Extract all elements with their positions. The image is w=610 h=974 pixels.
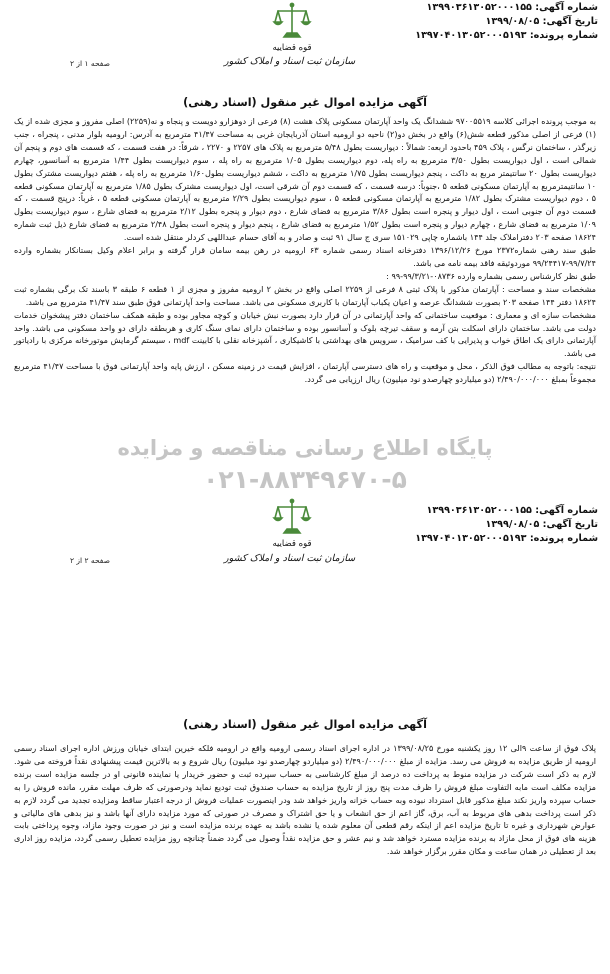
- ad-body: [14, 742, 596, 858]
- judiciary-emblem: [262, 498, 322, 549]
- header-info: [415, 1, 598, 43]
- ad-title: آگهی مزایده اموال غیر منقول (اسناد رهنی): [183, 96, 427, 109]
- ad-date: تاریخ آگهی: ۱۳۹۹/۰۸/۰۵: [485, 519, 598, 530]
- emblem-caption: قوه قضاییه: [272, 539, 312, 549]
- ad-body: [14, 115, 596, 386]
- appraiser-ref: طبق نظر کارشناس رسمی بشماره وارده ۰۸۷۳۶-۹۹/۳/۲۱-۹۹ :: [386, 270, 596, 281]
- ad-page-2: [0, 480, 610, 974]
- case-number: شماره پرونده: ۱۳۹۷۰۴۰۱۳۰۵۲۰۰۰۵۱۹۳: [415, 533, 598, 544]
- scales-of-justice-icon: [272, 2, 312, 42]
- page-number: صفحه ۱ از ۲: [70, 59, 110, 68]
- ad-page-1: [0, 0, 610, 478]
- case-number: شماره پرونده: ۱۳۹۷۰۴۰۱۳۰۵۲۰۰۰۵۱۹۳: [415, 30, 598, 41]
- property-description: به موجب پرونده اجرائی کلاسه ۹۷۰۰۵۵۱۹ ششدانگ یک واحد آپارتمان مسکونی پلاک هشت (۸) فرعی از دوهزارو دویست و پنجاه و نه(۲۲۵۹) اصلی مفروز و مجزی شده از یک (۱) فرعی از اصلی مذکور قطعه شش(۶) واقع در بخش دو(۲) ناحیه دو ارومیه استان آذربایجان غربی به مساحت ۴۱/۴۷ مترمربع به آدرس: ارومیه بلوار مدنی ، پنجراه ، جنب زیرگذر ، ساختمان نرگس ، پلاک ۴۵۹ باحدود اربعه: شمالاً : دیواریست بطول ۵/۴۸ مترمربع به پلاک های ۲۲۵۷ و ۲۲۷۰ ، شرقاً: در هفت قسمت ، که قسمت های دوم و پنجم آن شمالی است ، اول دیواریست بطول ۳/۵۰ مترمربع به راه پله، دوم دیواریست بطول ۱/۰۵ مترمربع به راه پله ، سوم دیواریست بطول ۱/۴۴ مترمربع به آسانسور، چهارم دیواریست بطول ۲۰ سانتیمتر مربع به داکت ، پنجم دیواریست بطول ۱/۷۵ مترمربع به داکت ، ششم دیواریست بطول۱/۶۰ مترمربع به راه پله ، هفتم دیواریست مشترک بطول ۱۰ سانتیمترمربع به آپارتمان مسکونی قطعه ۵ ،جنوباً: درسه قسمت ، که قسمت دوم آن شرقی است، اول دیواریست مشترک بطول ۱/۸۵ مترمربع به آپارتمان مسکونی قطعه ۵ ، دوم دیواریست مشترک بطول ۱/۸۲ مترمربع به آپارتمان مسکونی قطعه ۵ ، سوم دیواریست بطول ۲/۲۹ مترمربع به آپارتمان مسکونی قطعه ۵ ، غرباً: درپنج قسمت ، که قسمت دوم آن جنوبی است ، اول دیوار و پنجره است بطول ۳/۸۶ مترمربع به فضای شارع ، دوم دیوار و پنجره بطول ۲/۱۲ مترمربع به فضای شارع ، سوم دیواریست بطول ۱/۰۹ مترمربع به فضای شارع ، چهارم دیوار و پنجره است بطول ۱/۵۲ مترمربع به فضای شارع ، پنجم دیوار و پنجره است بطول ۲/۴۸ مترمربع به فضای شارع ذیل ثبت شماره ۱۸۶۲۴ صفحه ۲۰۳ دفتراملاک جلد ۱۴۴ باشماره چاپی ۱۵۱۰۲۹ سری ج سال ۹۱ ثبت و صادر و به آقای حسام عبداللهی کردلر منتقل شده است.: [14, 116, 597, 243]
- ad-date: تاریخ آگهی: ۱۳۹۹/۰۸/۰۵: [485, 16, 598, 27]
- org-name: سازمان ثبت اسناد و املاک کشور: [224, 56, 356, 67]
- page-number: صفحه ۲ از ۲: [70, 556, 110, 565]
- ad-number: شماره آگهی: ۱۳۹۹۰۳۶۱۳۰۵۲۰۰۰۱۵۵: [426, 2, 598, 13]
- ad-number: شماره آگهی: ۱۳۹۹۰۳۶۱۳۰۵۲۰۰۰۱۵۵: [426, 505, 598, 516]
- watermark-phone: ۰۲۱-۸۸۳۴۹۶۷۰-۵: [203, 465, 407, 494]
- ad-title: آگهی مزایده اموال غیر منقول (اسناد رهنی): [183, 718, 427, 731]
- scales-of-justice-icon: [272, 498, 312, 538]
- org-name: سازمان ثبت اسناد و املاک کشور: [224, 553, 356, 564]
- appraisal-result: نتیجه: باتوجه به مطالب فوق الذکر ، محل و موقعیت و راه های دسترسی آپارتمان ، افزایش قیمت در زمینه مسکن ، ارزش پایه واحد آپارتمانی فوق با مساحت ۴۱/۴۷ مترمربع مجموعاً بمبلغ ۲/۴۹۰/۰۰۰/۰۰۰ (دو میلیاردو چهارصدو نود میلیون) ریال ارزیابی می گردد.: [14, 361, 597, 385]
- watermark-text: پایگاه اطلاع رسانی مناقصه و مزایده: [117, 436, 493, 460]
- mortgage-info: طبق سند رهنی شماره۲۳۷۲ مورخ ۱۳۹۶/۱۲/۲۶ دفترخانه اسناد رسمی شماره ۶۳ ارومیه در رهن بیمه سامان قرار گرفته و برابر اعلام وکیل بستانکار بشماره وارده ۹۹/۷/۲۴-۹۹/۲۴۴۱۷ موردوثیقه فاقد بیمه نامه می باشد.: [14, 245, 596, 268]
- emblem-caption: قوه قضاییه: [272, 43, 312, 53]
- judiciary-emblem: [262, 2, 322, 53]
- header-info: [415, 504, 598, 546]
- structure-specs: مشخصات سازه ای و معماری : موقعیت ساختمانی که واحد آپارتمانی در آن قرار دارد بصورت نبش خیابان و کوچه مجاور بوده و طبقه همکف ساختمان دفتر پیشخوان خدمات دولت می باشد. ساختمان دارای اسکلت بتن آرمه و سقف تیرچه بلوک و آسانسور بوده و ساختمان دارای نمای سنگ کاری و هربطقه دارای دو واحد مسکونی می باشد. واحد آپارتمانی دارای یک اطاق خواب و پذیرایی با کف سرامیک ، سرویس های بهداشتی با کاشیکاری ، آشپزخانه نقلی با کابینت mdf ، سیستم گرمایش موتورخانه مرکزی با رادیاتور می باشد.: [14, 309, 596, 359]
- auction-terms: پلاک فوق از ساعت ۹الی ۱۲ روز یکشنبه مورخ ۱۳۹۹/۰۸/۲۵ در اداره اجرای اسناد رسمی ارومیه واقع در ارومیه فلکه خیرین ابتدای خیابان ورزش اداره اجرای اسناد رسمی ارومیه از طریق مزایده به فروش می رسد. مزایده از مبلغ ۲/۴۹۰/۰۰۰/۰۰۰ (دو میلیاردو چهارصدو نود میلیون) ریال شروع و به بالاترین قیمت پیشنهادی نقداً فروخته می شود. لازم به ذکر است شرکت در مزایده منوط به پرداخت ده درصد از مبلغ کارشناسی به حساب سپرده ثبت و حضور خریدار یا نماینده قانونی او در جلسه مزایده است برنده مزایده مکلف است مابه التفاوت مبلغ فروش را ظرف مدت پنج روز از تاریخ مزایده به حساب صندوق ثبت تودیع نماید ودرصورتی که ظرف مهلت مقرر، مانده فروش را به حساب سپرده واریز نکند مبلغ مذکور قابل استرداد نبوده وبه حساب خزانه واریز خواهد شد ودر اینصورت عملیات فروش از درجه اعتبار ساقط ومزایده تجدید می گردد لازم به ذکر است پرداخت بدهی های مربوط به آب، برق، گاز اعم از حق انشعاب و یا حق اشتراک و مصرف در صورتی که مورد مزایده دارای آنها باشد و نیز بدهی های مالیاتی و عوارض شهرداری و غیره تا تاریخ مزایده اعم از اینکه رقم قطعی آن معلوم شده یا نشده باشد به عهده برنده مزایده است و نیز در صورت وجود مازاد، وجوه پرداختی بابت هزینه های فوق از محل مازاد به برنده مزایده مسترد خواهد شد و نیم عشر و حق مزایده نقداً وصول می گردد ضمناً چنانچه روز مزایده تعطیل رسمی گردد، مزایده روز اداری بعد از تعطیلی در همان ساعت و مکان مقرر برگزار خواهد شد.: [14, 743, 596, 857]
- deed-specs: مشخصات سند و مساحت : آپارتمان مذکور با پلاک ثبتی ۸ فرعی از ۲۲۵۹ اصلی واقع در بخش ۲ ارومیه مفروز و مجزی از ۱ قطعه ۶ طبقه ۳ باسند تک برگی بشماره ثبت ۱۸۶۲۴ دفتر ۱۴۴ صفحه ۲۰۳ بصورت ششدانگ عرصه و اعیان یکباب آپارتمان با کاربری مسکونی می باشد. مساحت واحد آپارتمانی فوق طبق سند ۴۱/۴۷ مترمربع می باشد.: [14, 283, 597, 307]
